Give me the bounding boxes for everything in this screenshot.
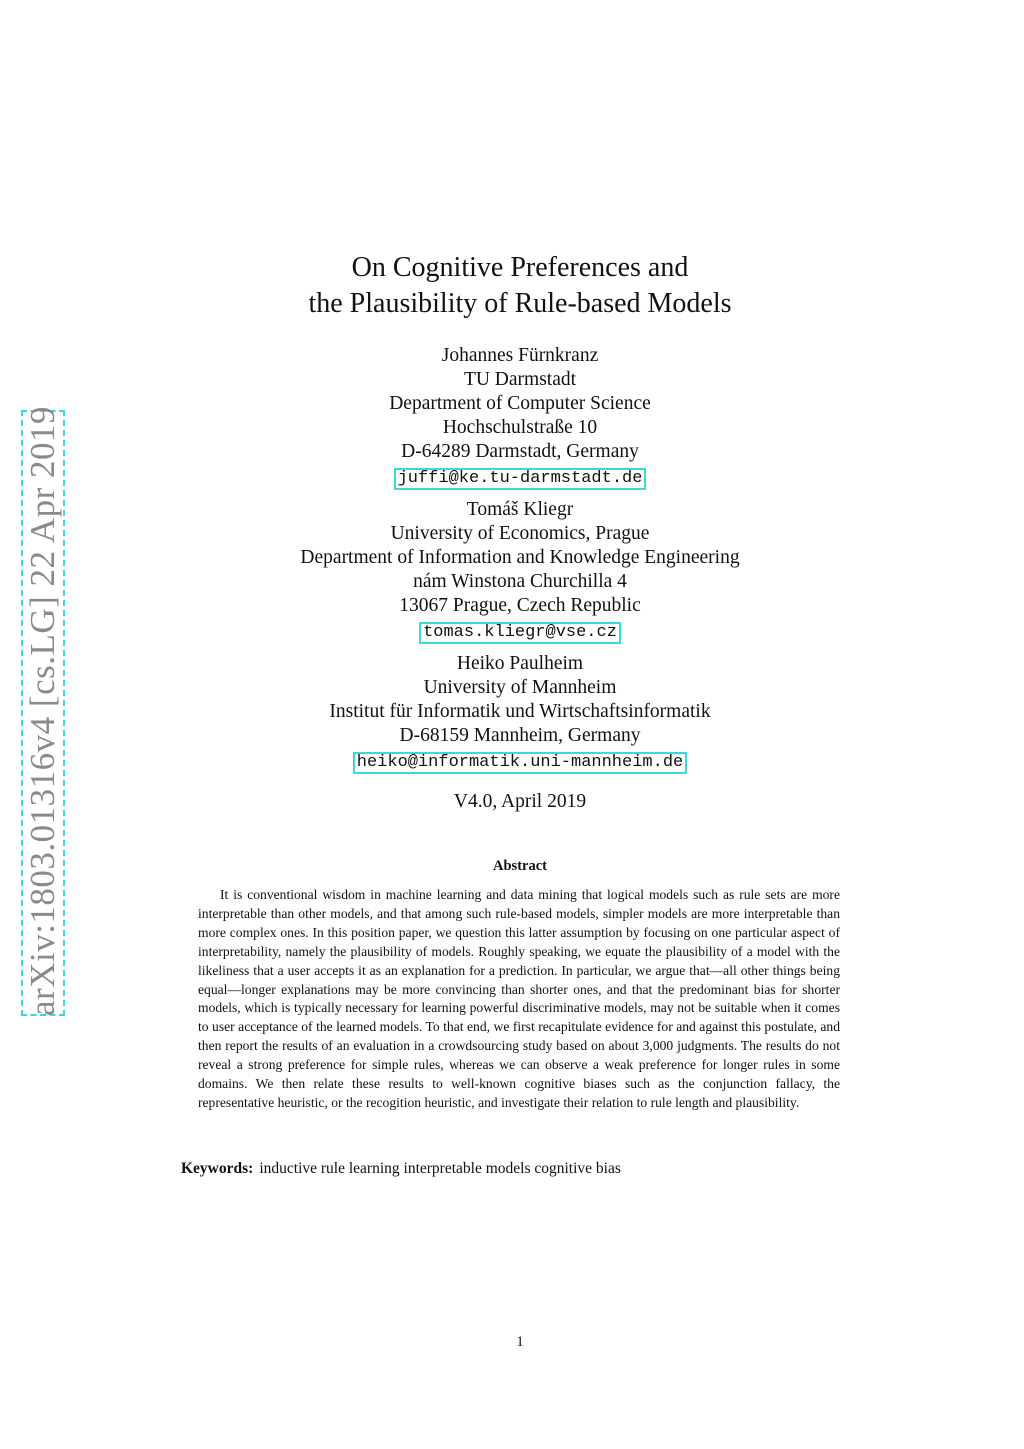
abstract-text: It is conventional wisdom in machine learning and data mining that logical models such as rule sets are more interpretable than other models, and that among such rule-based models, simpler models are more interpretable than more complex ones. In this position paper, we question this latter assumption by focusing on one particular aspect of interpretability, namely the plausibility of models. Roughly speaking, we equate the plausibility of a model with the likeliness that a user accepts it as an explanation for a prediction. In particular, we argue that—all other things being equal—longer explanations may be more convincing than shorter ones, and that the predominant bias for shorter models, which is typically necessary for learning powerful discriminative models, may not be suitable when it comes to user acceptance of the learned models. To that end, we first recapitulate evidence for and against this postulate, and then report the results of an evaluation in a crowdsourcing study based on about 3,000 judgments. The results do not reveal a strong preference for simple rules, whereas we can observe a weak preference for longer rules in some domains. We then relate these results to well-known cognitive biases such as the conjunction fallacy, the representative heuristic, or the recogition heuristic, and investigate their relation to rule length and plausibility. — [198, 887, 840, 1110]
author-block-1 — [200, 344, 840, 490]
author-affiliation: University of Mannheim — [423, 677, 617, 698]
author-city: D-64289 Darmstadt, Germany — [401, 441, 639, 462]
author-block-3 — [200, 652, 840, 774]
keywords-label: Keywords: — [181, 1160, 254, 1177]
title-line-1: On Cognitive Preferences and — [351, 252, 689, 283]
author-email-link[interactable]: heiko@informatik.uni-mannheim.de — [353, 752, 687, 774]
page-number: 1 — [516, 1334, 524, 1350]
author-city: 13067 Prague, Czech Republic — [399, 595, 641, 616]
author-name: Tomáš Kliegr — [466, 499, 574, 520]
author-list — [200, 344, 840, 782]
author-department: Department of Computer Science — [389, 393, 651, 414]
author-department: Institut für Informatik und Wirtschaftsinformatik — [329, 701, 711, 722]
keywords-text: inductive rule learning interpretable models cognitive bias — [259, 1160, 621, 1177]
title-line-2: the Plausibility of Rule-based Models — [308, 288, 732, 319]
arxiv-identifier[interactable]: arXiv:1803.01316v4 [cs.LG] 22 Apr 2019 — [23, 405, 62, 1016]
abstract-heading: Abstract — [493, 858, 547, 874]
author-department: Department of Information and Knowledge Engineering — [300, 547, 740, 568]
paper-title — [200, 250, 840, 322]
keywords-line — [181, 1159, 621, 1179]
author-affiliation: University of Economics, Prague — [390, 523, 650, 544]
author-email-link[interactable]: tomas.kliegr@vse.cz — [419, 622, 621, 644]
author-city: D-68159 Mannheim, Germany — [399, 725, 641, 746]
author-email-link[interactable]: juffi@ke.tu-darmstadt.de — [394, 468, 647, 490]
author-affiliation: TU Darmstadt — [463, 369, 577, 390]
author-name: Johannes Fürnkranz — [441, 345, 599, 366]
version-date: V4.0, April 2019 — [453, 791, 587, 812]
author-street: Hochschulstraße 10 — [442, 417, 598, 438]
author-street: nám Winstona Churchilla 4 — [413, 571, 627, 592]
author-block-2 — [200, 498, 840, 644]
author-name: Heiko Paulheim — [456, 653, 584, 674]
